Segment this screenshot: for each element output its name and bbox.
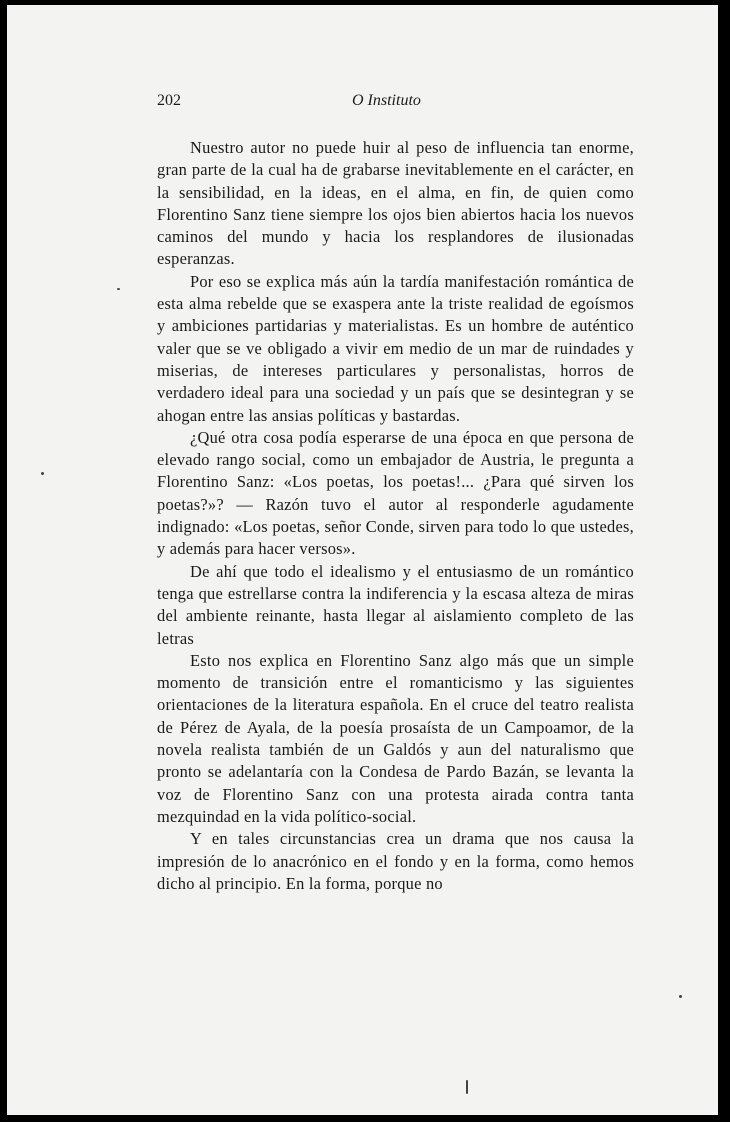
paragraph: Nuestro autor no puede huir al peso de influencia tan enorme, gran parte de la cual ha de grabarse inevitablemente en el carácter, en la sensibilidad, en la ideas, en el alma, en fin, de quien como Florentino Sanz tiene siempre los ojos bien abiertos hacia los nuevos caminos del mundo y hacia los resplandores de ilusionadas esperanzas. xyxy=(157,138,634,269)
paragraph: Esto nos explica en Florentino Sanz algo más que un simple momento de transición entre el romanticismo y las siguientes orientaciones de la literatura española. En el cruce del teatro realista de Pérez de Ayala, de la poesía prosaísta de un Campoamor, de la novela realista también de un Galdós y aun del naturalismo que pronto se adelantaría con la Condesa de Pardo Bazán, se levanta la voz de Florentino Sanz con una protesta airada contra tanta mezquindad en la vida político-social. xyxy=(157,650,634,826)
paragraph: Por eso se explica más aún la tardía manifestación romántica de esta alma rebelde que se exaspera ante la triste realidad de egoísmos y ambiciones partidarias y materialistas. Es un hombre de auténtico valer que se ve obligado a vivir em medio de un mar de ruindades y miserias, de intereses particulares y personalistas, horros de verdadero ideal para una sociedad y un país que se desintegran y se ahogan entre las ansias políticas y bastardas. xyxy=(157,271,634,425)
paper-speck xyxy=(117,288,120,290)
paragraph: De ahí que todo el idealismo y el entusiasmo de un romántico tenga que estrellarse contra la indiferencia y la escasa alteza de miras del ambiente reinante, hasta llegar al aislamiento completo de las letras xyxy=(157,561,634,648)
paper-speck xyxy=(466,1080,468,1094)
paragraph: ¿Qué otra cosa podía esperarse de una época en que persona de elevado rango social, como un embajador de Austria, le pregunta a Florentino Sanz: «Los poetas, los poetas!... ¿Para qué sirven los poetas?»? — Razón tuvo el autor al responderle agudamente indignado: «Los poetas, señor Conde, sirven para todo lo que ustedes, y además para hacer versos». xyxy=(157,427,634,559)
running-title: O Instituto xyxy=(352,92,421,109)
body-text xyxy=(157,137,634,895)
paper-speck xyxy=(679,995,682,998)
paper-speck xyxy=(41,472,44,475)
paragraph: Y en tales circunstancias crea un drama que nos causa la impresión de lo anacrónico en el fondo y en la forma, como hemos dicho al principio. En la forma, porque no xyxy=(157,829,634,893)
page-header xyxy=(157,92,635,116)
page-number: 202 xyxy=(157,92,181,109)
book-page xyxy=(7,5,718,1115)
